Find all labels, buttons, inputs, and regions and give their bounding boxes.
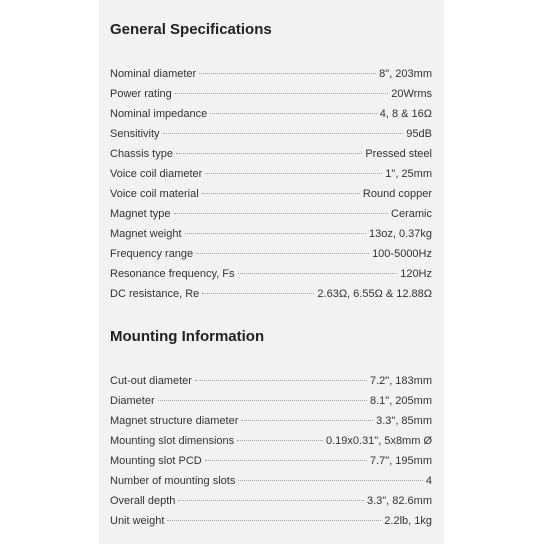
- mounting-information-heading: Mounting Information: [110, 328, 265, 345]
- spec-value: 7.7", 195mm: [370, 455, 432, 467]
- spec-value: 4, 8 & 16Ω: [379, 108, 432, 120]
- spec-value: 100-5000Hz: [372, 248, 432, 260]
- spec-label: Magnet structure diameter: [110, 415, 239, 427]
- spec-row: [110, 511, 432, 531]
- spec-label: DC resistance, Re: [110, 288, 200, 300]
- spec-row: [110, 204, 432, 224]
- spec-label: Magnet weight: [110, 228, 182, 240]
- dotted-leader: [185, 233, 366, 234]
- spec-panel: [99, 0, 444, 544]
- spec-label: Sensitivity: [110, 128, 160, 140]
- spec-row: [110, 224, 432, 244]
- mounting-information-list: [110, 371, 432, 531]
- spec-label: Mounting slot dimensions: [110, 435, 235, 447]
- spec-label: Resonance frequency, Fs: [110, 268, 235, 280]
- dotted-leader: [178, 500, 364, 501]
- spec-label: Mounting slot PCD: [110, 455, 202, 467]
- spec-value: 1", 25mm: [385, 168, 432, 180]
- dotted-leader: [196, 253, 369, 254]
- dotted-leader: [202, 193, 360, 194]
- spec-value: 95dB: [406, 128, 432, 140]
- spec-row: [110, 84, 432, 104]
- spec-label: Diameter: [110, 395, 155, 407]
- dotted-leader: [195, 380, 367, 381]
- spec-label: Voice coil material: [110, 188, 199, 200]
- spec-row: [110, 184, 432, 204]
- spec-value: 2.2lb, 1kg: [384, 515, 432, 527]
- spec-value: Pressed steel: [365, 148, 432, 160]
- dotted-leader: [163, 133, 404, 134]
- spec-row: [110, 391, 432, 411]
- spec-value: 8.1", 205mm: [370, 395, 432, 407]
- spec-label: Frequency range: [110, 248, 194, 260]
- spec-row: [110, 284, 432, 304]
- spec-value: Round copper: [362, 188, 432, 200]
- spec-row: [110, 411, 432, 431]
- dotted-leader: [176, 153, 362, 154]
- dotted-leader: [158, 400, 367, 401]
- spec-row: [110, 451, 432, 471]
- spec-value: 4: [425, 475, 432, 487]
- spec-row: [110, 164, 432, 184]
- spec-row: [110, 244, 432, 264]
- spec-value: 8", 203mm: [379, 68, 432, 80]
- spec-label: Unit weight: [110, 515, 165, 527]
- dotted-leader: [205, 173, 382, 174]
- dotted-leader: [175, 93, 388, 94]
- dotted-leader: [210, 113, 377, 114]
- dotted-leader: [241, 420, 373, 421]
- spec-row: [110, 144, 432, 164]
- spec-row: [110, 264, 432, 284]
- spec-value: 20Wrms: [391, 88, 432, 100]
- dotted-leader: [238, 480, 423, 481]
- spec-row: [110, 431, 432, 451]
- spec-label: Chassis type: [110, 148, 173, 160]
- spec-label: Overall depth: [110, 495, 176, 507]
- spec-label: Power rating: [110, 88, 172, 100]
- dotted-leader: [237, 440, 323, 441]
- dotted-leader: [174, 213, 389, 214]
- general-specifications-heading: General Specifications: [110, 21, 272, 38]
- dotted-leader: [238, 273, 398, 274]
- spec-label: Magnet type: [110, 208, 171, 220]
- spec-value: 0.19x0.31", 5x8mm Ø: [325, 435, 432, 447]
- dotted-leader: [199, 73, 376, 74]
- spec-label: Cut-out diameter: [110, 375, 192, 387]
- spec-value: 13oz, 0.37kg: [369, 228, 432, 240]
- spec-label: Number of mounting slots: [110, 475, 236, 487]
- spec-value: 2.63Ω, 6.55Ω & 12.88Ω: [317, 288, 432, 300]
- spec-row: [110, 64, 432, 84]
- spec-value: 3.3", 82.6mm: [366, 495, 432, 507]
- spec-value: Ceramic: [391, 208, 432, 220]
- spec-label: Nominal impedance: [110, 108, 208, 120]
- dotted-leader: [167, 520, 381, 521]
- spec-label: Nominal diameter: [110, 68, 197, 80]
- dotted-leader: [205, 460, 367, 461]
- dotted-leader: [202, 293, 314, 294]
- spec-row: [110, 491, 432, 511]
- general-specifications-list: [110, 64, 432, 304]
- spec-value: 120Hz: [400, 268, 432, 280]
- spec-row: [110, 471, 432, 491]
- spec-row: [110, 371, 432, 391]
- spec-row: [110, 104, 432, 124]
- spec-value: 3.3", 85mm: [376, 415, 432, 427]
- spec-label: Voice coil diameter: [110, 168, 203, 180]
- spec-row: [110, 124, 432, 144]
- spec-value: 7.2", 183mm: [370, 375, 432, 387]
